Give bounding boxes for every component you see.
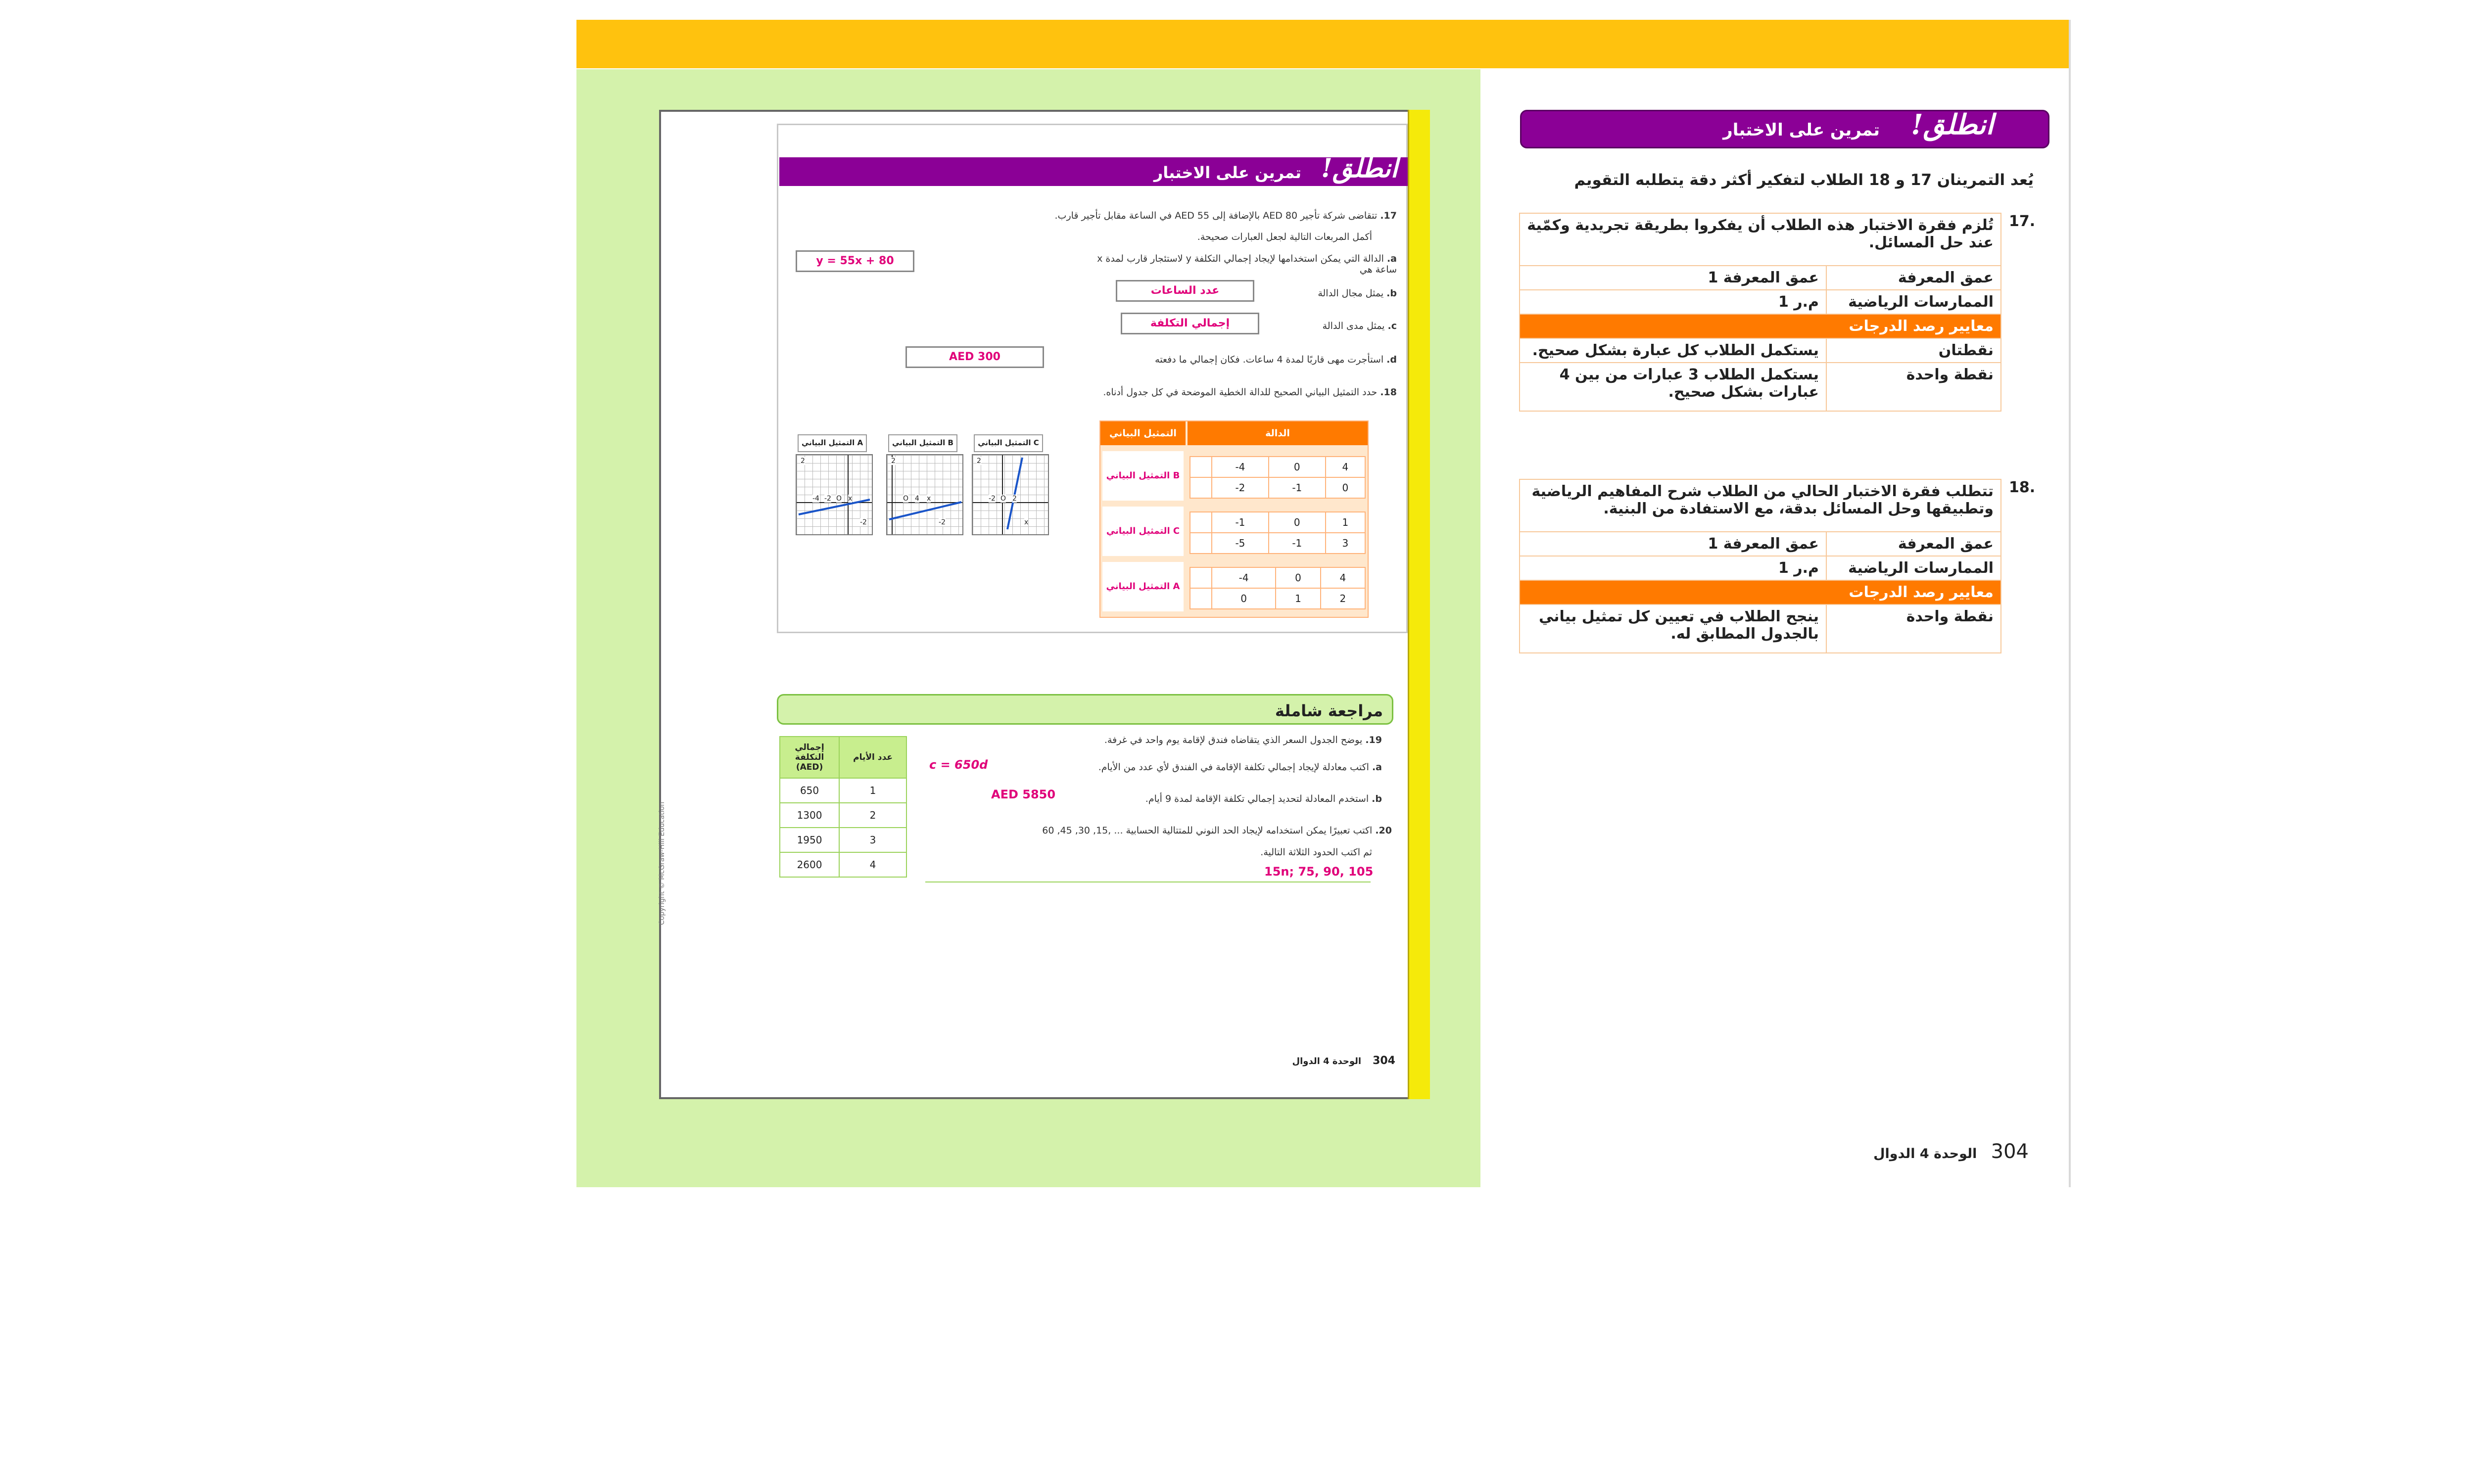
q18-cell: -1 [1269,477,1326,498]
graph-line [1007,458,1022,529]
q18-cell: 2 [1321,588,1365,609]
graph-tick-label: O [1000,495,1006,503]
review-table-row [780,778,906,803]
q19a-body: اكتب معادلة لإيجاد إجمالي تكلفة الإقامة في الفندق لأي عدد من الأيام. [1098,762,1369,773]
right-q18-mp-label: الممارسات الرياضية [1826,556,2001,580]
q19-text: يوضح الجدول السعر الذي يتقاضاه فندق لإقامة يوم واحد في غرفة. [1104,735,1363,745]
q19-statement [937,735,1382,745]
review-cost-cell: 1950 [780,828,839,852]
q18-row-table [1189,456,1366,499]
graph-plot [887,455,962,534]
q20-number: 20. [1375,825,1392,836]
right-footer [1851,1140,2029,1163]
q18-cell: -4 [1212,567,1276,588]
graph-tick-label: -2 [824,495,831,503]
review-days-cell: 4 [839,852,906,877]
right-q17-text: تُلزم فقرة الاختبار هذه الطلاب أن يفكروا بطريقة تجريدية وكمّية عند حل المسائل. [1520,213,2001,266]
q18-match-table [1099,420,1369,618]
right-q17-rubric-1-pts: نقطة واحدة [1826,363,2001,411]
review-head-cost: إجمالي التكلفة (AED) [780,737,839,778]
graph-grid [886,454,963,535]
q17d-label: d. [1386,354,1397,365]
q17b-label: b. [1386,288,1397,299]
graph-tick-label: 2 [1012,495,1017,503]
graph-tick-label: x [848,495,853,503]
review-cost-cell: 1300 [780,803,839,828]
q20-text2: ثم اكتب الحدود الثلاثة التالية. [1260,847,1372,858]
q17a-body: الدالة التي يمكن استخدامها لإيجاد إجمالي التكلفة y لاستئجار قارب لمدة x ساعة هي [1097,253,1397,275]
q18-cell: -2 [1212,477,1269,498]
q18-head-function: الدالة [1188,421,1368,445]
review-table-row [780,852,906,877]
q18-x-label: x [1190,567,1212,588]
right-q18-table [1519,479,2001,653]
graph-axes [887,455,962,534]
q18-row-table [1189,511,1366,554]
q17b-text [1248,288,1397,299]
q17b-answer-box: عدد الساعات [1116,280,1254,302]
right-q17-rubric-0-desc: يستكمل الطلاب كل عبارة بشكل صحيح. [1520,338,1826,363]
page-edge-line [2069,20,2071,1187]
q18-cell: 0 [1212,588,1276,609]
q17c-body: يمثل مدى الدالة [1322,321,1385,331]
q18-cell: -5 [1212,533,1269,554]
right-q18-rubric-0-desc: ينجح الطلاب في تعيين كل تمثيل بياني بالجدول المطابق له. [1520,604,1826,653]
q19a-label: a. [1372,762,1382,773]
graph-tick-label: 2 [801,457,805,465]
q17-instruction: أكمل المربعات التالية لجعل العبارات صحيحة. [1197,232,1372,242]
right-q17-rubric-head: معايير رصد الدرجات [1520,314,2001,338]
q17d-body: استأجرت مهى قاربًا لمدة 4 ساعات. فكان إجمالي ما دفعته [1155,354,1384,365]
right-q18-rubric-0-pts: نقطة واحدة [1826,604,2001,653]
q17b-body: يمثل مجال الدالة [1318,288,1384,299]
q17c-label: c. [1387,321,1397,331]
right-header-logo: انطلق! [1911,108,1994,141]
left-footer-unit: الوحدة 4 الدوال [1292,1056,1362,1067]
q18-cell: 0 [1276,567,1320,588]
review-cost-cell: 2600 [780,852,839,877]
q19b-answer: AED 5850 [991,788,1056,801]
right-q17-mp-label: الممارسات الرياضية [1826,290,2001,314]
review-head-days: عدد الأيام [839,737,906,778]
right-q17-table [1519,213,2001,412]
right-q17-dok-label: عمق المعرفة [1826,266,2001,290]
review-cost-table [779,736,907,876]
graph-line [889,502,961,519]
q17c-answer-box: إجمالي التكلفة [1121,313,1259,334]
graph-tick-label: -2 [989,495,996,503]
review-cost-cell: 650 [780,778,839,803]
right-q17-rubric-1-desc: يستكمل الطلاب 3 عبارات من بين 4 عبارات بشكل صحيح. [1520,363,1826,411]
q18-cell: -1 [1269,533,1326,554]
right-q18-number: 18. [2009,479,2036,496]
q18-x-label: x [1190,457,1212,477]
right-q17-dok-value: عمق المعرفة 1 [1520,266,1826,290]
q18-cell: 4 [1326,457,1365,477]
right-q17-mp-value: م.ر 1 [1520,290,1826,314]
graph-title: التمثيل البياني A [798,434,867,452]
q18-cell: 4 [1321,567,1365,588]
graph-tick-label: 2 [891,457,896,465]
q18-text: حدد التمثيل البياني الصحيح للدالة الخطية الموضحة في كل جدول أدناه. [1103,387,1378,398]
q18-x-label: x [1190,512,1212,533]
q19a-text [1006,762,1382,773]
graph-tick-label: 4 [915,495,919,503]
graph-tick-label: x [1024,518,1029,526]
side-copyright: Copyright © McGraw-Hill Education [658,801,666,925]
q18-cell: -1 [1212,512,1269,533]
q19-number: 19. [1365,735,1382,745]
q19b-text [1036,793,1382,804]
q20-text: اكتب تعبيرًا يمكن استخدامه لإيجاد الحد النوني للمتتالية الحسابية ... ,15, 30, 45, 60 [1042,825,1373,836]
review-table-row [780,803,906,828]
graph-title: التمثيل البياني C [974,434,1043,452]
q18-number: 18. [1380,387,1397,398]
left-footer [1267,1055,1395,1067]
graph-tick-label: 2 [977,457,981,465]
right-q18-dok-label: عمق المعرفة [1826,532,2001,556]
q18-row-answer: التمثيل البياني A [1102,562,1184,611]
graph-tick-label: O [836,495,842,503]
review-title: مراجعة شاملة [1275,701,1383,720]
q18-cell: 0 [1269,457,1326,477]
review-days-cell: 3 [839,828,906,852]
q20-statement [922,825,1392,836]
right-q17-number: 17. [2009,213,2036,230]
q18-y-label: y [1190,533,1212,554]
q18-cell: 0 [1269,512,1326,533]
q19b-body: استخدم المعادلة لتحديد إجمالي تكلفة الإقامة لمدة 9 أيام. [1145,793,1369,804]
page-side-strip [1408,110,1430,1099]
graph-title: التمثيل البياني B [888,434,957,452]
right-intro: يُعد التمرينان 17 و 18 الطلاب لتفكير أكثر دقة يتطلبه التقويم [1574,171,2034,189]
q18-head-graph: التمثيل البياني [1100,421,1186,445]
graph-plot [973,455,1048,534]
q18-cell: 1 [1326,512,1365,533]
graph-tick-label: x [927,495,931,503]
right-q17-rubric-0-pts: نقطتان [1826,338,2001,363]
q18-row-table [1189,567,1366,609]
q19b-label: b. [1372,793,1382,804]
q18-row-answer: التمثيل البياني C [1102,507,1184,556]
review-table-row [780,828,906,852]
right-header-title: تمرين على الاختبار [1723,120,1880,140]
q17a-label: a. [1386,253,1397,264]
left-header-logo: انطلق! [1321,153,1398,184]
left-header-bar [779,153,1408,186]
q17-text: تتقاضى شركة تأجير AED 80 بالإضافة إلى AED 55 في الساعة مقابل تأجير قارب. [1054,210,1378,221]
q18-cell: 0 [1326,477,1365,498]
graph-tick-label: -2 [860,518,867,526]
graph-tick-label: -2 [939,518,946,526]
graph-axes [973,455,1048,534]
review-bar [777,694,1393,725]
q18-cell: 3 [1326,533,1365,554]
graph-tick-label: O [903,495,909,503]
q17a-text [1080,253,1397,275]
right-q18-mp-value: م.ر 1 [1520,556,1826,580]
graph-grid [972,454,1049,535]
q20-answer: 15n; 75, 90, 105 [1264,865,1374,879]
right-q18-rubric-head: معايير رصد الدرجات [1520,580,2001,604]
q19a-answer: c = 650d [929,758,988,772]
right-header-bar [1520,110,2049,148]
q17a-answer-box: y = 55x + 80 [796,250,914,272]
q17d-answer-box: AED 300 [905,346,1044,368]
q18-y-label: y [1190,588,1212,609]
q17d-text [1075,354,1397,365]
q20-underline [925,881,1371,882]
q18-row-answer: التمثيل البياني B [1102,451,1184,501]
left-footer-page: 304 [1373,1055,1395,1067]
q17-statement [952,210,1397,221]
right-footer-unit: الوحدة 4 الدوال [1873,1146,1977,1161]
review-days-cell: 2 [839,803,906,828]
q18-cell: 1 [1276,588,1320,609]
graph-line [799,500,870,514]
review-days-cell: 1 [839,778,906,803]
right-q18-dok-value: عمق المعرفة 1 [1520,532,1826,556]
q18-y-label: y [1190,477,1212,498]
q18-statement [952,387,1397,398]
q17c-text [1248,321,1397,331]
graph-tick-label: -4 [812,495,819,503]
top-color-band [576,20,2070,68]
right-footer-page: 304 [1991,1140,2029,1163]
graph-grid [796,454,873,535]
right-q18-text: تتطلب فقرة الاختبار الحالي من الطلاب شرح المفاهيم الرياضية وتطبيقها وحل المسائل بدقة، مع الاستفادة من البنية. [1520,479,2001,532]
q17-number: 17. [1380,210,1397,221]
left-header-title: تمرين على الاختبار [1153,163,1301,182]
q18-cell: -4 [1212,457,1269,477]
